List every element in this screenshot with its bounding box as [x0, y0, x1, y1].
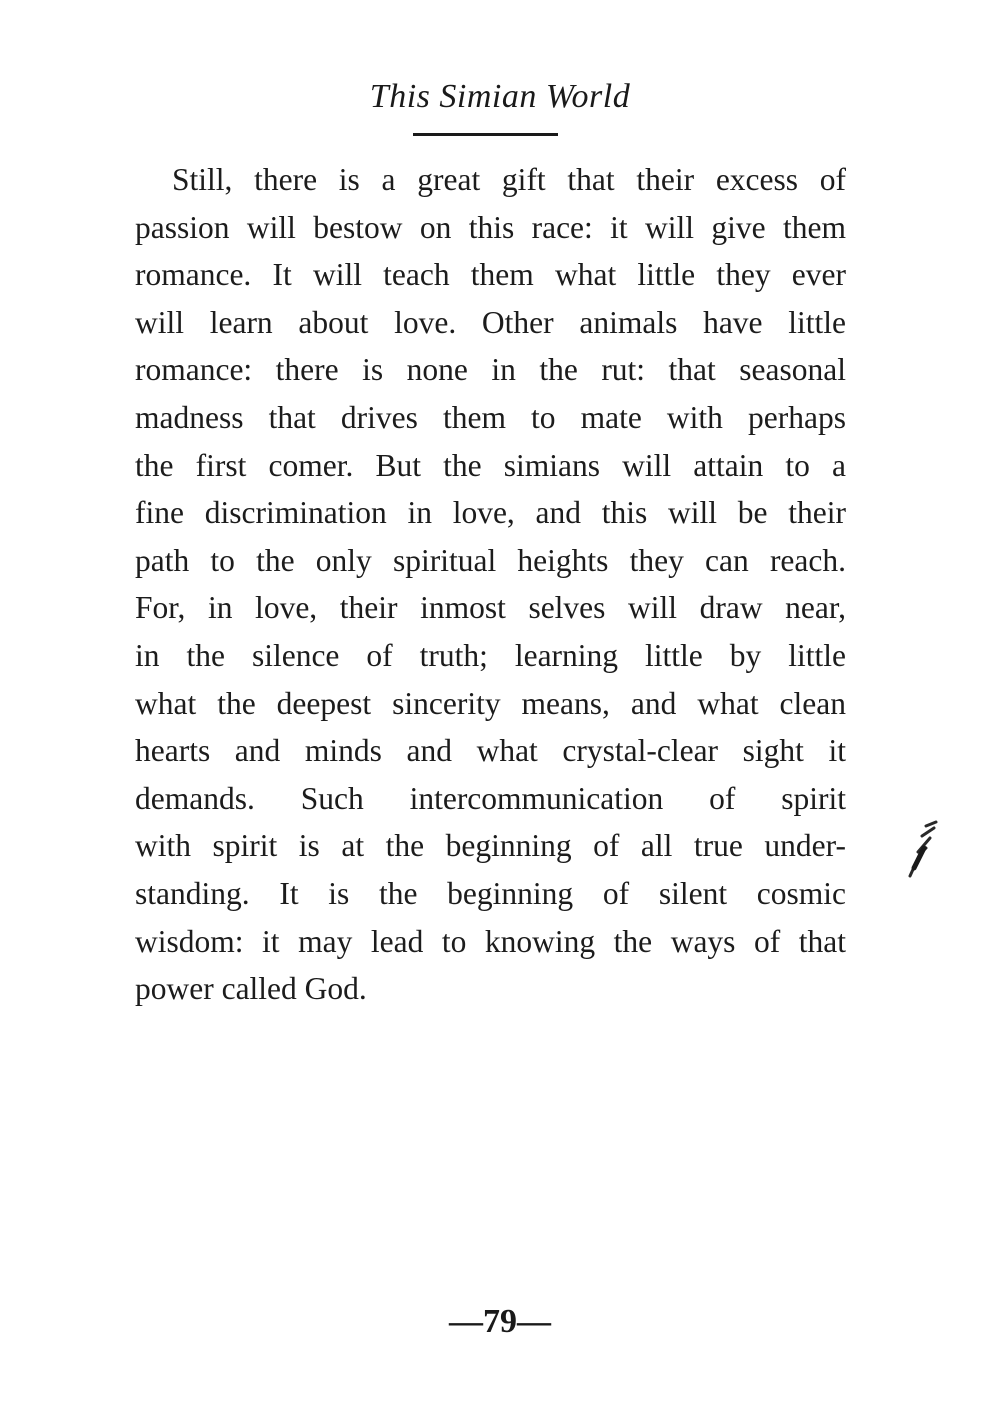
text-line: power called God. — [135, 971, 367, 1007]
text-line: in the silence of truth; learning little by little — [135, 637, 846, 673]
text-line: passion will bestow on this race: it will give them — [135, 209, 846, 245]
body-paragraph — [135, 156, 846, 1013]
text-line: standing. It is the beginning of silent cosmic — [135, 875, 846, 911]
head-rule — [413, 133, 558, 136]
page-number: —79— — [449, 1303, 551, 1340]
text-line: demands. Such intercommunication of spirit — [135, 780, 846, 816]
text-line: the first comer. But the simians will attain to a — [135, 447, 846, 483]
running-head: This Simian World — [369, 78, 631, 115]
text-line: wisdom: it may lead to knowing the ways of that — [135, 923, 846, 959]
text-line: hearts and minds and what crystal-clear sight it — [135, 733, 846, 769]
text-line: Still, there is a great gift that their excess of — [172, 162, 846, 197]
text-line: romance: there is none in the rut: that seasonal — [135, 352, 846, 388]
text-line: with spirit is at the beginning of all true under- — [135, 828, 846, 864]
text-line: madness that drives them to mate with perhaps — [135, 399, 846, 435]
pencil-mark-icon — [896, 818, 956, 888]
text-line: romance. It will teach them what little they ever — [135, 257, 846, 293]
text-line: will learn about love. Other animals have little — [135, 304, 846, 340]
text-line: For, in love, their inmost selves will draw near, — [135, 590, 846, 626]
text-line: fine discrimination in love, and this will be their — [135, 495, 846, 531]
text-line: what the deepest sincerity means, and what clean — [135, 685, 846, 721]
text-line: path to the only spiritual heights they can reach. — [135, 542, 846, 578]
